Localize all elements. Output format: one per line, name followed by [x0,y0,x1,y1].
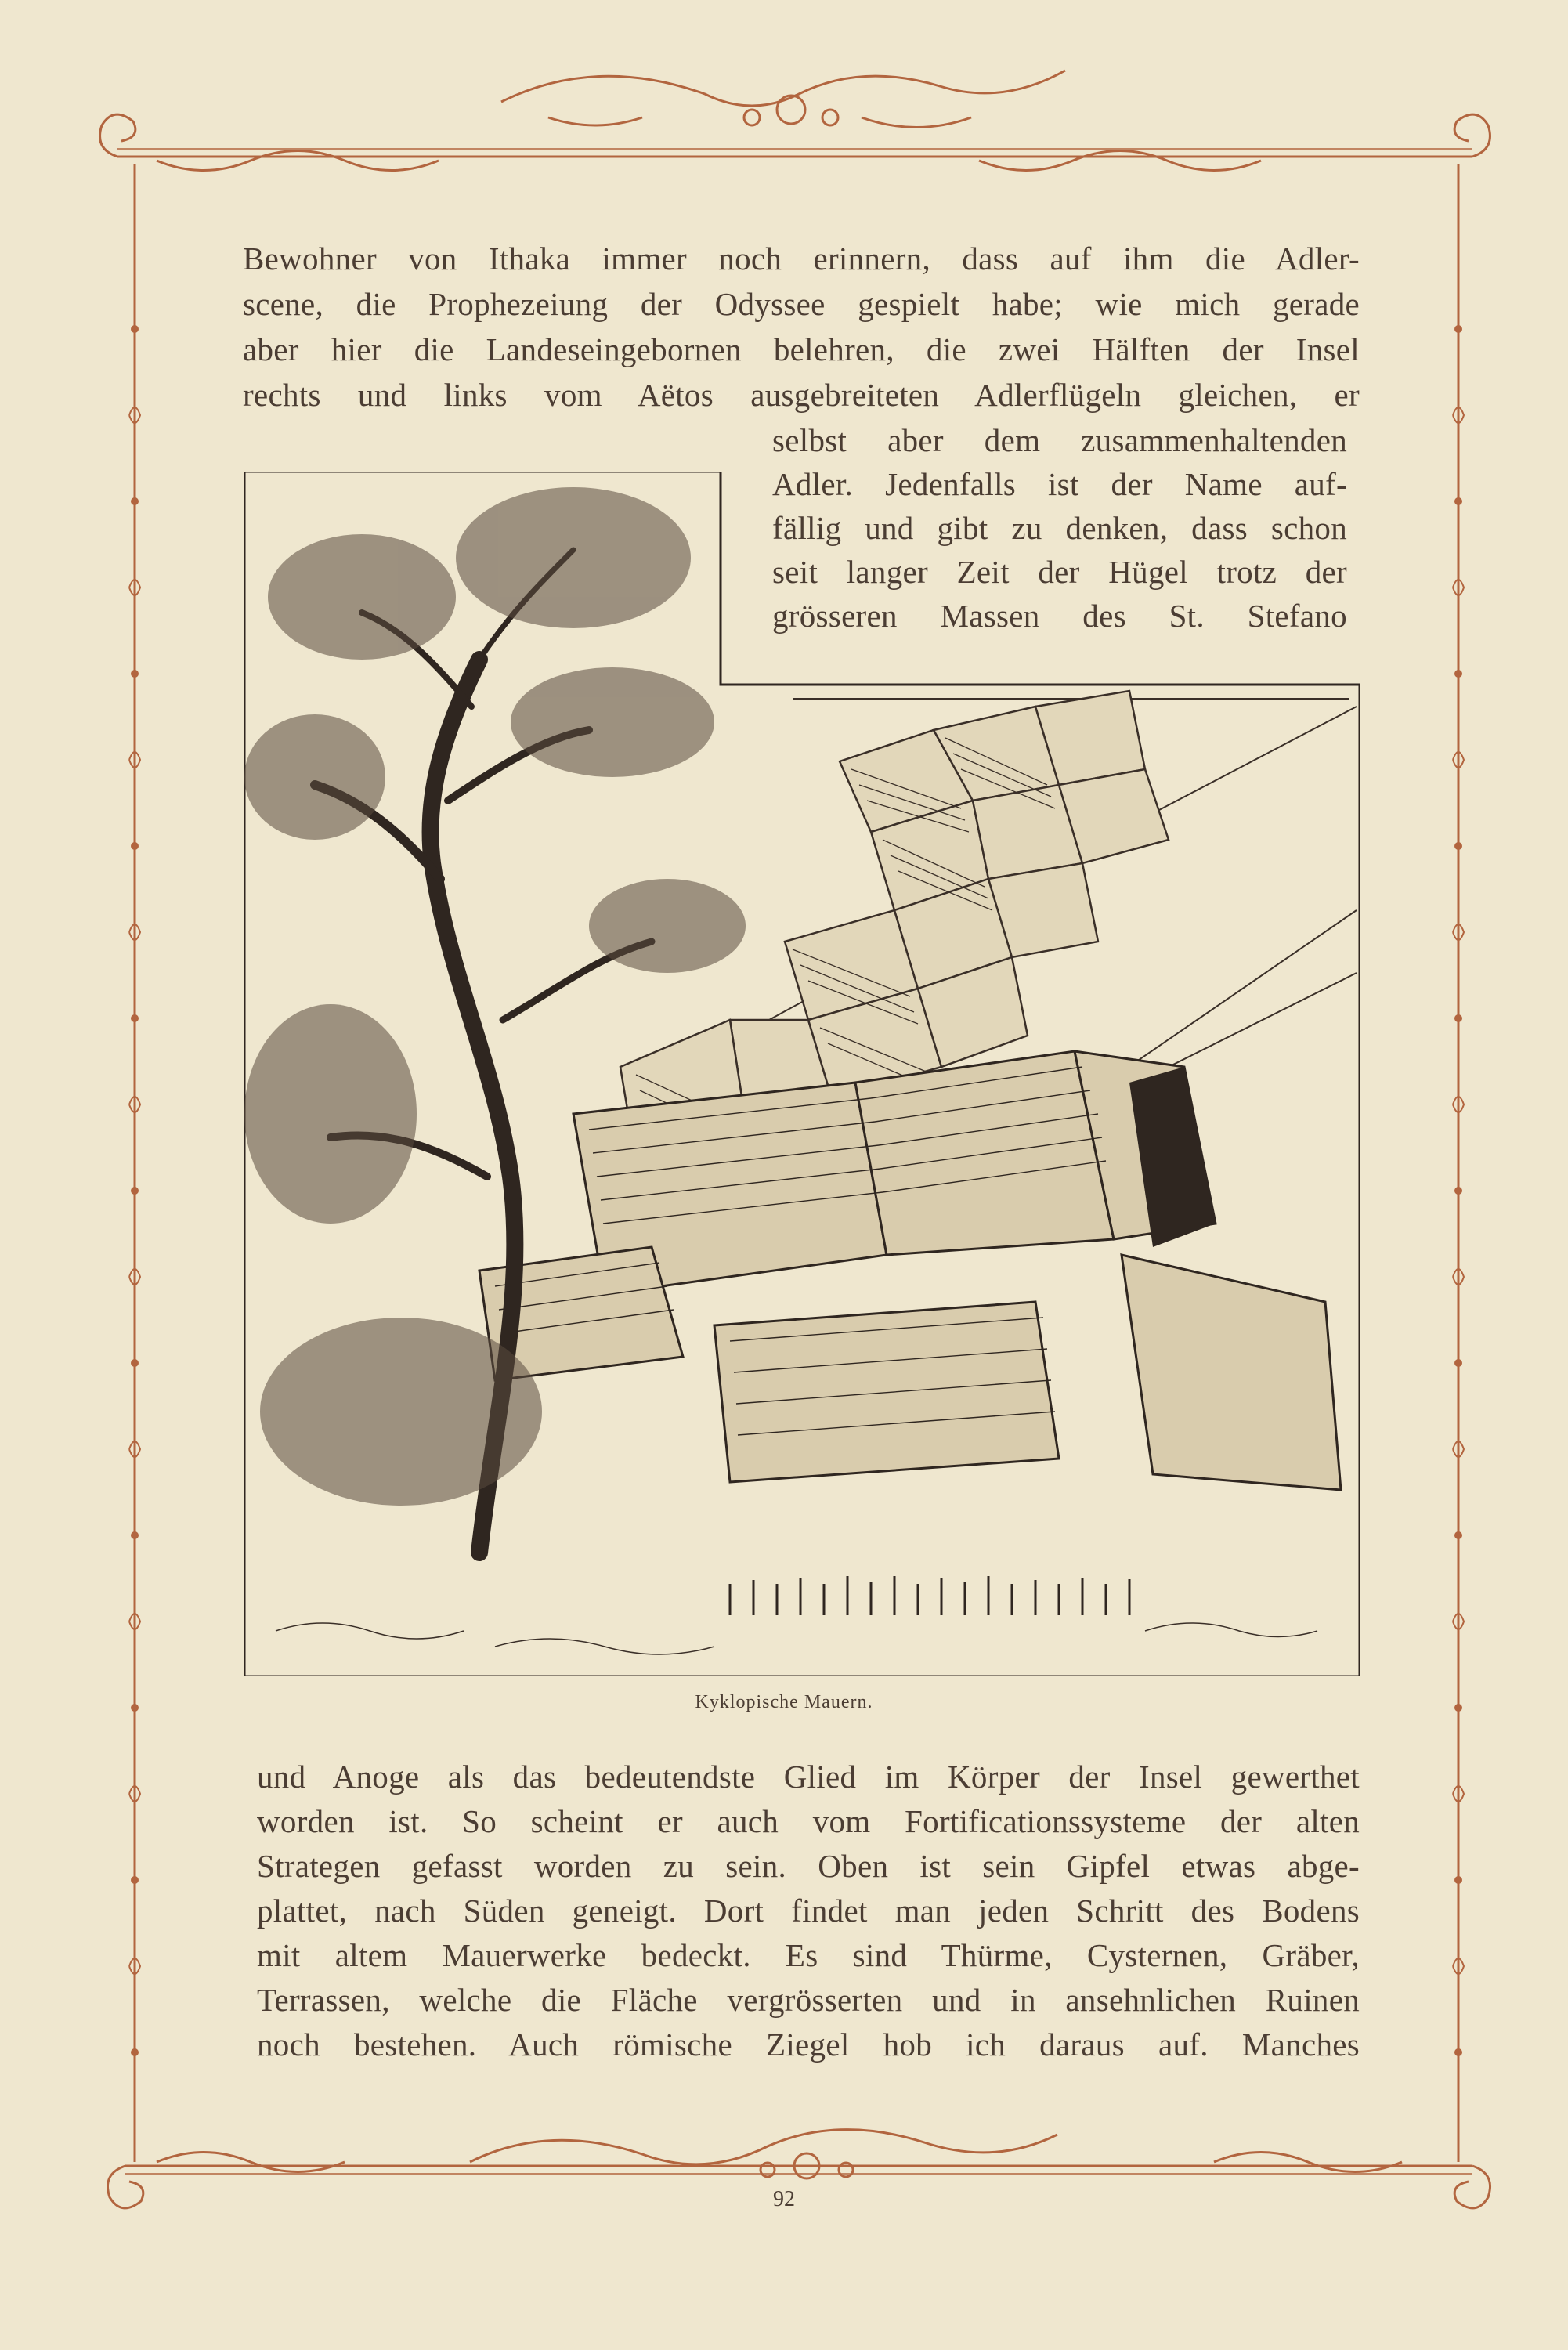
text-line: Bewohner von Ithaka immer noch erinnern, dass auf ihm die Adler- [243,240,1360,277]
text-line: aber hier die Landeseingebornen belehren, die zwei Hälften der Insel [243,331,1360,367]
text-line: seit langer Zeit der Hügel trotz der [772,554,1347,590]
cyclopean-walls-illustration [244,472,1360,1676]
text-line: Adler. Jedenfalls ist der Name auf- [772,466,1347,502]
text-line: noch bestehen. Auch römische Ziegel hob ich daraus auf. Manches [257,2026,1360,2063]
text-line: selbst aber dem zusammenhaltenden [772,422,1347,458]
text-line: Terrassen, welche die Fläche vergrösserten und in ansehnlichen Ruinen [257,1982,1360,2018]
text-line: grösseren Massen des St. Stefano [772,598,1347,634]
text-line: plattet, nach Süden geneigt. Dort findet man jeden Schritt des Bodens [257,1893,1360,1929]
text-line: scene, die Prophezeiung der Odyssee gespielt habe; wie mich gerade [243,286,1360,322]
text-line: mit altem Mauerwerke bedeckt. Es sind Thürme, Cysternen, Gräber, [257,1937,1360,1973]
text-line: rechts und links vom Aëtos ausgebreiteten Adlerflügeln gleichen, er [243,377,1360,413]
text-line: Strategen gefasst worden zu sein. Oben ist sein Gipfel etwas abge- [257,1848,1360,1884]
text-line: worden ist. So scheint er auch vom Fortificationssysteme der alten [257,1803,1360,1839]
page-number: 92 [773,2187,795,2211]
text-line: fällig und gibt zu denken, dass schon [772,510,1347,546]
figure-caption: Kyklopische Mauern. [695,1692,873,1712]
text-line: und Anoge als das bedeutendste Glied im Körper der Insel gewerthet [257,1759,1360,1795]
